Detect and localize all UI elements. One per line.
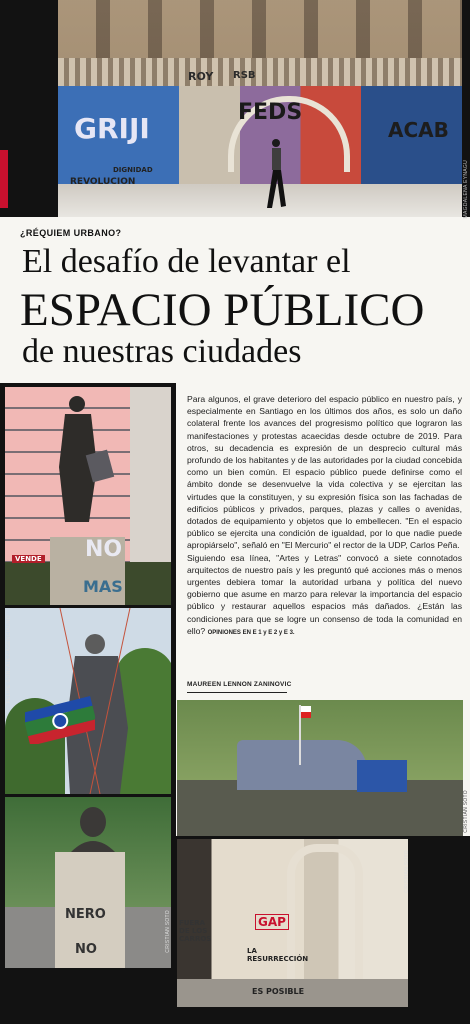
- kicker: ¿RÉQUIEM URBANO?: [20, 228, 122, 238]
- graffiti-tag: RSB: [233, 70, 256, 81]
- left-gutter: [0, 0, 58, 217]
- sidewalk: [58, 184, 462, 217]
- see-more-reference: OPINIONES EN E 1 y E 2 y E 3.: [207, 629, 295, 636]
- graffiti-sign: ES POSIBLE: [252, 987, 305, 996]
- tarp: [357, 760, 407, 792]
- photo-arcade-graffiti: [177, 839, 408, 1007]
- graffiti-tag: REVOLUCION: [70, 177, 136, 187]
- graffiti-sign: GAP: [255, 914, 289, 930]
- graffiti-sign: LA RESURRECCIÓN: [247, 947, 309, 963]
- graffiti-tag: ROY: [188, 70, 214, 83]
- headline-line-2: ESPACIO PÚBLICO: [20, 284, 425, 336]
- graffiti-tag: FEDS: [238, 100, 303, 125]
- photo-credit: FELIPE GONZÁLEZ/AGENCIAUNO: [6, 615, 12, 704]
- graffiti-sign: MAS: [83, 577, 123, 596]
- photo-credit: CRISTIAN SOTO: [463, 790, 469, 833]
- headline-line-1: El desafío de levantar el: [22, 243, 351, 280]
- statue-figure: [45, 392, 125, 542]
- headline-line-3: de nuestras ciudades: [22, 333, 302, 370]
- byline-rule: [187, 692, 287, 693]
- photo-pink-building-statue: [5, 387, 171, 605]
- graffiti-sign: FUERA DE LOS CARROS: [179, 919, 212, 943]
- section-marker: [0, 150, 8, 208]
- hero-photo-graffiti-building: [58, 0, 462, 217]
- pedestrian-figure: [264, 138, 286, 210]
- photo-bust-graffiti: [5, 797, 171, 968]
- body-paragraph: Para algunos, el grave deterioro del espacio público en nuestro país, y especialmente en Santiago en los últimos dos años, es solo un daño colateral frente los avances del progresismo político que lograron las manifestaciones y protestas acaecidas desde octubre de 2019. Para otros, su decadencia es expresión de un desprecio cultural más profundo de los habitantes y de las autoridades por la ciudad concebida como un bien común. El espacio público puede definirse como el ámbito donde se desenvuelve la vida colectiva y se ejercitan las virtudes que la constituyen, y su expresión física son las fachadas de edificios públicos y privados, parques, plazas y calles o avenidas, dotados de equipamiento y objetos que lo embellecen. "En el espacio público se ejercita una condición de igualdad, por lo que nadie puede apropiárselo", señaló en "El Mercurio" el rector de la UDP, Carlos Peña.: [187, 394, 462, 551]
- graffiti-tag: DIGNIDAD: [113, 166, 153, 174]
- photo-credit: CRISTIAN SOTO: [165, 910, 171, 953]
- body-paragraph: Siguiendo esa línea, "Artes y Letras" convocó a siete connotados arquitectos de nuestro país y les preguntó qué acciones más o menos urgentes debiera tomar la autoridad urbana y política del nuevo gobierno que asume en marzo para relevar la importancia del espacio público y restaurar aquellos espacios más dañados. ¿Están las condiciones para que se logre un consenso de toda la comunidad en ello? OPINIONES EN E 1 y E 2 y E 3.: [187, 552, 462, 636]
- chile-flag: [301, 706, 311, 718]
- photo-credit: MAGDALENA EYNAGU: [463, 160, 469, 219]
- graffiti-sign: NO: [75, 942, 97, 957]
- graffiti-tag: ACAB: [388, 118, 449, 142]
- photo-street-camp: [177, 700, 463, 836]
- mapuche-flag: [25, 696, 95, 744]
- graffiti-sign: NERO: [65, 907, 106, 922]
- store-sign: VENDE: [12, 555, 45, 563]
- bust-head: [63, 802, 123, 852]
- tarp: [237, 740, 367, 790]
- bottom-band: [0, 1008, 470, 1024]
- byline: MAUREEN LENNON ZANINOVIC: [187, 681, 292, 688]
- graffiti-sign: NO: [85, 537, 123, 562]
- photo-statue-with-flag: [5, 608, 171, 794]
- photo-credit: CRISTIAN SOTO: [404, 850, 410, 893]
- graffiti-tag: GRIJI: [74, 112, 150, 145]
- article-body: [187, 393, 462, 639]
